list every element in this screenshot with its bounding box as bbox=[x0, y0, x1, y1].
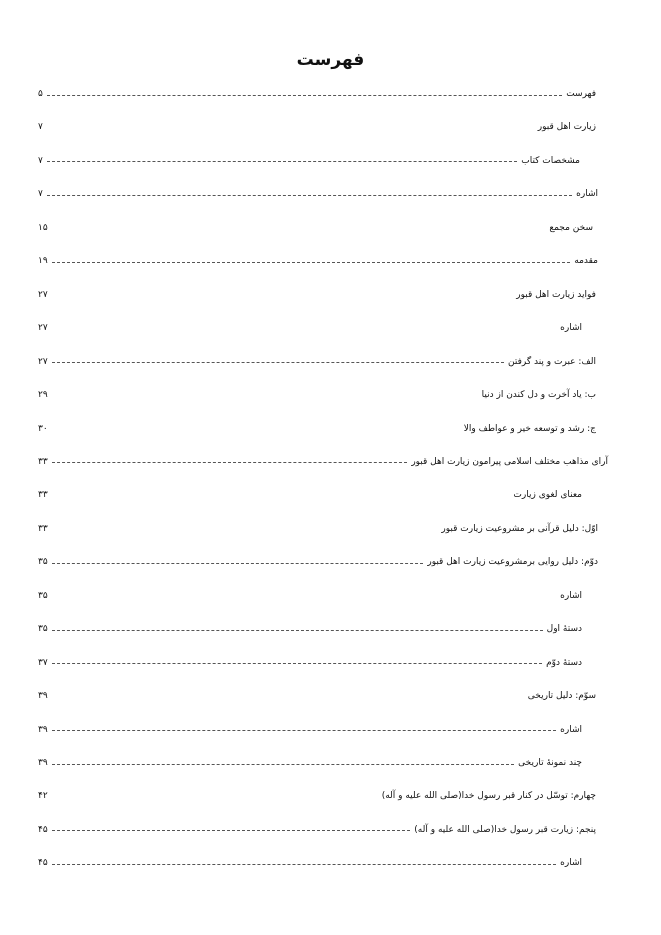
toc-entry[interactable] bbox=[38, 86, 596, 102]
toc-entry[interactable] bbox=[38, 354, 596, 370]
toc-entry-page-number: ۳۹ bbox=[38, 691, 48, 702]
toc-entry-page-number: ۳۵ bbox=[38, 590, 48, 601]
toc-entry-page-number: ۲۹ bbox=[38, 390, 48, 401]
toc-entry-label: اشاره bbox=[560, 590, 582, 601]
toc-entry-label: سخن مجمع bbox=[549, 222, 593, 233]
toc-entry[interactable] bbox=[38, 788, 596, 804]
toc-entry-label: معنای لغوی زیارت bbox=[513, 490, 582, 501]
toc-entry[interactable] bbox=[38, 722, 582, 738]
toc-entry-page-number: ۱۵ bbox=[38, 222, 48, 233]
toc-entry-label: آرای مذاهب مختلف اسلامی پیرامون زیارت اهل قبور bbox=[411, 456, 608, 467]
toc-entry[interactable] bbox=[38, 554, 598, 570]
toc-entry-page-number: ۷ bbox=[38, 189, 43, 200]
toc-entry[interactable] bbox=[38, 153, 580, 169]
toc-entry-page-number: ۴۵ bbox=[38, 824, 48, 835]
page-title: فهرست bbox=[296, 50, 365, 70]
dot-leader bbox=[47, 95, 562, 96]
toc-entry-page-number: ۳۵ bbox=[38, 624, 48, 635]
toc-entry-page-number: ۲۷ bbox=[38, 289, 48, 300]
dot-leader bbox=[47, 195, 572, 196]
toc-entry-label: اشاره bbox=[560, 858, 582, 869]
toc-entry-label: مشخصات کتاب bbox=[521, 155, 580, 166]
toc-entry-page-number: ۳۳ bbox=[38, 490, 48, 501]
toc-entry[interactable] bbox=[38, 487, 582, 503]
dot-leader bbox=[52, 630, 543, 631]
toc-entry-page-number: ۱۹ bbox=[38, 256, 48, 267]
toc-entry[interactable] bbox=[38, 755, 582, 771]
toc-entry-label: اشاره bbox=[560, 323, 582, 334]
toc-entry-page-number: ۳۰ bbox=[38, 423, 48, 434]
toc-entry[interactable] bbox=[38, 253, 598, 269]
toc-entry[interactable] bbox=[38, 186, 598, 202]
toc-entry-label: الف: عبرت و پند گرفتن bbox=[508, 356, 596, 367]
toc-entry-page-number: ۳۳ bbox=[38, 456, 48, 467]
dot-leader bbox=[52, 730, 556, 731]
toc-entry-label: چهارم: توسّل در کنار قبر رسول خدا(صلی الله علیه و آله) bbox=[381, 791, 596, 802]
toc-entry[interactable] bbox=[38, 521, 598, 537]
toc-entry-page-number: ۳۹ bbox=[38, 758, 48, 768]
dot-leader bbox=[52, 462, 408, 463]
toc-entry-page-number: ۷ bbox=[38, 155, 43, 166]
toc-entry-label: فهرست bbox=[566, 89, 596, 99]
toc-entry-label: مقدمه bbox=[574, 256, 598, 267]
toc-entry-label: چند نمونهٔ تاریخی bbox=[518, 758, 582, 768]
toc-entry-label: دوّم: دلیل روایی برمشروعیت زیارت اهل قبور bbox=[427, 557, 598, 568]
toc-entry-page-number: ۷ bbox=[38, 122, 43, 133]
toc-entry[interactable] bbox=[38, 454, 608, 470]
toc-entry-label: سوّم: دلیل تاریخی bbox=[527, 691, 596, 702]
toc-entry-label: ب: یاد آخرت و دل کندن از دنیا bbox=[481, 390, 596, 401]
toc-entry-label: ج: رشد و توسعه خیر و عواطف والا bbox=[463, 423, 596, 434]
toc-entry[interactable] bbox=[38, 387, 596, 403]
toc-entry-page-number: ۳۵ bbox=[38, 557, 48, 568]
toc-entry-page-number: ۳۹ bbox=[38, 724, 48, 735]
toc-entry[interactable] bbox=[38, 855, 582, 871]
dot-leader bbox=[47, 161, 517, 162]
toc-entry-page-number: ۴۲ bbox=[38, 791, 48, 802]
toc-entry[interactable] bbox=[38, 655, 582, 671]
toc-entry[interactable] bbox=[38, 287, 596, 303]
dot-leader bbox=[52, 262, 571, 263]
toc-entry-label: اشاره bbox=[576, 189, 598, 200]
toc-entry-label: اوّل: دلیل قرآنی بر مشروعیت زیارت قبور bbox=[441, 523, 598, 534]
dot-leader bbox=[52, 663, 542, 664]
toc-entry[interactable] bbox=[38, 320, 582, 336]
toc-entry[interactable] bbox=[38, 421, 596, 437]
toc-entry[interactable] bbox=[38, 822, 596, 838]
toc-entry[interactable] bbox=[38, 588, 582, 604]
toc-entry-label: دستهٔ اول bbox=[546, 624, 582, 635]
toc-entry-label: اشاره bbox=[560, 724, 582, 735]
toc-entry[interactable] bbox=[38, 688, 596, 704]
toc-entry[interactable] bbox=[38, 621, 582, 637]
toc-entry-label: فواید زیارت اهل قبور bbox=[516, 289, 596, 300]
toc-entry-page-number: ۳۷ bbox=[38, 657, 48, 668]
toc-entry[interactable] bbox=[38, 119, 596, 135]
toc-entry-page-number: ۲۷ bbox=[38, 356, 48, 367]
toc-entry[interactable] bbox=[38, 220, 593, 236]
dot-leader bbox=[52, 563, 424, 564]
dot-leader bbox=[52, 764, 515, 765]
toc-entry-label: پنجم: زیارت قبر رسول خدا(صلی الله علیه و آله) bbox=[414, 824, 596, 835]
toc-entry-page-number: ۲۷ bbox=[38, 323, 48, 334]
toc-entry-page-number: ۵ bbox=[38, 89, 43, 99]
dot-leader bbox=[52, 830, 411, 831]
toc-entry-label: دستهٔ دوّم bbox=[546, 657, 582, 668]
toc-entry-page-number: ۴۵ bbox=[38, 858, 48, 869]
toc-entry-page-number: ۳۳ bbox=[38, 523, 48, 534]
dot-leader bbox=[52, 362, 504, 363]
toc-entry-label: زیارت اهل قبور bbox=[537, 122, 596, 133]
dot-leader bbox=[52, 864, 556, 865]
